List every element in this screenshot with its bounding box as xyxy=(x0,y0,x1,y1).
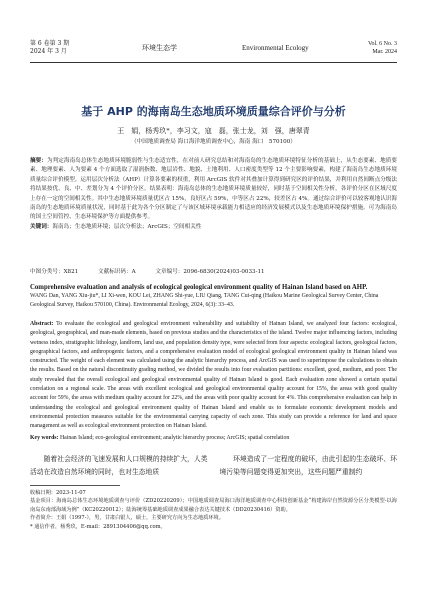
abstract-en-text: To evaluate the ecological and geological environment vulnerability and suitability of Hainan Island, we analyzed four factors: ecological, geological, geographical, and man-made elements, based on previous studies and the characteristics of the island. Twelve major influencing factors, including wetness index, stratigraphic lithology, landform, land use, and population density type, were selected from four aspects: ecological factors, geological factors, geographical factors, and anthropogenic factors, and a comprehensive evaluation model of ecological geological environment quality in Hainan Island was constructed. The weight of each element was calculated using the analytic hierarchy process, and ArcGIS was used to superimpose the calculations to obtain the results. Based on the natural discontinuity grading method, we divided the results into four evaluation partitions: excellent, good, medium, and poor. The study revealed that the overall ecological and geological environmental quality of Hainan Island is good. Each evaluation zone showed a certain spatial correlation on a regional scale. The areas with excellent ecological and geological environmental quality account for 15%, the areas with good quality account for 59%, the areas with medium quality account for 22%, and the areas with poor quality account for 4%. This comprehensive evaluation can help in understanding the ecological and geological environment quality of Hainan Island and enable us to formulate economic development models and environmental protection measures suitable for the environmental carrying capacity of each zone. This study can provide a reference for land and space management as well as ecological environment protection on Hainan Island. xyxy=(30,321,397,430)
abstract-cn xyxy=(30,157,397,232)
affiliation: （中国地质调查局 海口海洋地质调查中心，海南 海口 570100） xyxy=(131,139,296,145)
body-text xyxy=(30,453,397,479)
abstract-cn-text: 为判定海南岛总体生态地质环境脆弱性与生态适宜性，在对前人研究总结和对海南岛的生态地质环境特征分析的基础上，从生态要素、地质要素、地理要素、人为要素 4 个方面选取了湿润指数、地层岩性、地貌、土地利用、人口密度类型等 12 个主要影响要素，构建了海南岛生态地质环境质量综合评价模型。运用层次分析法（AHP）计算各要素的权重，利用 ArcGIS 软件对其叠加计算得到研究区的评价结果，并利用自然间断点分级法将结果按优、良、中、差划分为 4 个评价分区。结果表明：海南岛总体的生态地质环境质量较好，同时基于空间相关性分析，各评价分区在区域尺度上存在一定的空间相关性。其中生态地质环境质量优区占 15%，良好区占 59%，中等区占 22%，较差区占 4%。通过综合评价可以较客观地认识海南岛的生态地质环境质量状况，同时基于此为各个分区制定了与该区域环境承载能力相适应的经济发展模式以及生态地质环境保护措施。可为海南岛的国土空间管控、生态环境保护等方面提供参考。 xyxy=(30,158,397,221)
keywords-en-text: Hainan Island; eco-geological environment; analytic hierarchy process; ArcGIS; spatial correlation xyxy=(59,435,290,441)
keywords-cn-label: 关键词： xyxy=(30,223,53,230)
header-date-en: Mar. 2024 xyxy=(372,49,397,55)
header-left xyxy=(30,40,69,56)
article-number: 文章编号：2096-6830(2024)03-0033-11 xyxy=(155,269,265,275)
classification-line xyxy=(30,268,397,277)
clc-number: 中图分类号：X821 xyxy=(30,269,79,275)
header-volume-cn: 第 6 卷第 3 期 xyxy=(30,40,70,47)
keywords-en xyxy=(30,434,397,443)
author-list: 王 娟，杨秀玖*，李习文，寇 磊，张士龙，刘 强，唐翠青 xyxy=(117,127,310,135)
body-column-right: 环境造成了一定程度的破坏，由此引起的生态破坏、环境污染等问题变得更加突出，这些问题严重制约 xyxy=(219,455,397,476)
keywords-en-label: Key words: xyxy=(30,435,59,441)
header-date-cn: 2024 年 3 月 xyxy=(30,48,67,55)
header-right xyxy=(368,40,397,56)
footnote-author: 作者简介：王娟（1997-），男，甘肃白银人，硕士，主要研究方向为生态地质环境。 xyxy=(30,515,224,522)
footnotes xyxy=(30,489,397,531)
footnote-rule xyxy=(30,485,120,486)
header-rule xyxy=(30,62,397,63)
running-header xyxy=(30,40,397,62)
keywords-cn xyxy=(30,223,397,232)
header-journal-en: Environmental Ecology xyxy=(242,44,309,52)
footnote-received: 收稿日期：2023-11-07 xyxy=(30,490,86,496)
document-code: 文献标识码：A xyxy=(98,269,136,275)
english-title: Comprehensive evaluation and analysis of ecological geological environment quality of Hainan Island based on AHP. xyxy=(30,284,368,291)
keywords-cn-text: 海南岛；生态地质环境；层次分析法；ArcGIS；空间相关性 xyxy=(52,223,202,230)
footnote-corresponding: * 通信作者，杨秀玖，E-mail：2891304406@qq.com。 xyxy=(30,523,166,530)
abstract-cn-label: 摘要： xyxy=(30,158,47,164)
body-column-left: 随着社会经济的飞速发展和人口规模的持续扩大，人类活动在改造自然环境的同时，也对生态地质 xyxy=(30,455,208,476)
abstract-en xyxy=(30,320,397,432)
header-journal-cn: 环境生态学 xyxy=(142,44,177,52)
english-authors: WANG Dan, YANG Xiu-jiu*, LI Xi-wen, KOU Lei, ZHANG Shi-yue, LIU Qiang, TANG Cui-qing (Haikou Marine Geological Survey Center, China Geological Survey, Haikou 570100, China). Environmental Ecology, 2024, 6(3): 33–43. xyxy=(30,293,379,309)
footnote-fund: 基金项目：海南岛总体生态环境地质调查与评价（ZD20220209）；中国地质调查局海口海洋地质调查中心科技创新基金“构建海岸自然资源分区分类模型-以海南岛东南部海域为例”（KC20220012）；陆海统筹基础地质调查成果融合表达关键技术（DD20230416）资助。 xyxy=(30,498,397,513)
article-title: 基于 AHP 的海南岛生态地质环境质量综合评价与分析 xyxy=(81,105,346,118)
header-volume-en: Vol. 6 No. 3 xyxy=(367,41,397,47)
abstract-en-label: Abstract: xyxy=(30,321,54,327)
